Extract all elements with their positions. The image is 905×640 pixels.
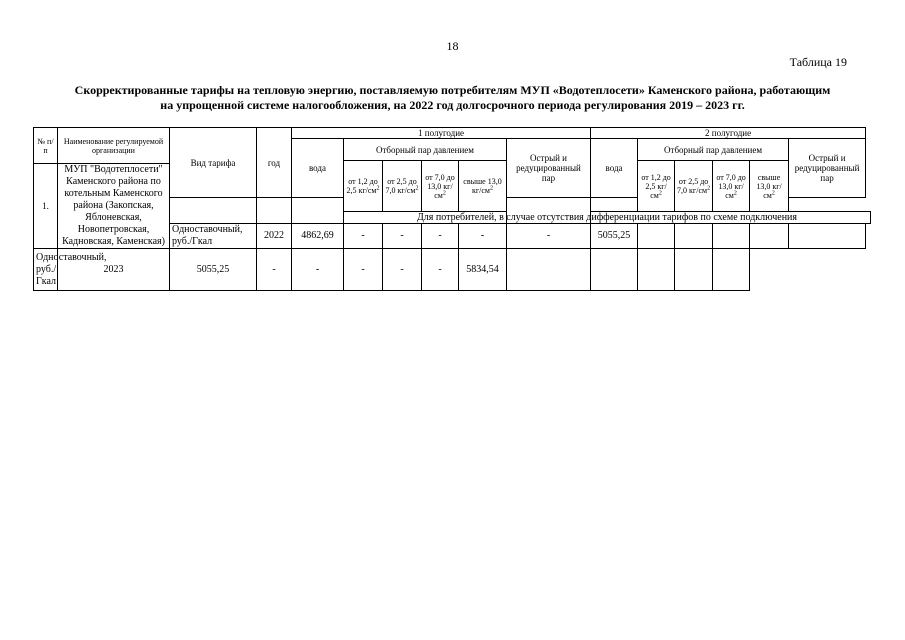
page-number: 18	[446, 39, 459, 53]
h1-pressure-2-cell: -	[292, 249, 344, 291]
row-number: 1.	[34, 164, 58, 249]
header-num: № п/п	[34, 128, 58, 164]
header-pressure-3-h1: от 7,0 до 13,0 $кг/см^2$	[422, 161, 459, 212]
header-water-h1: вода	[292, 139, 344, 198]
header-half-2: 2 полугодие	[591, 128, 866, 139]
header-pressure-2-h1: от 2,5 до 7,0 $кг/см^2$	[383, 161, 422, 212]
title-line-1: Скорректированные тарифы на тепловую энергию, поставляемую потребителям МУП «Водотеплосети» Каменского района, работающим	[74, 83, 831, 97]
header-pressure-2-h2: от 2,5 до 7,0 $кг/см^2$	[675, 161, 713, 212]
tariff-type-cell: Одноставочный, руб./Гкал	[170, 224, 257, 249]
year-cell: 2022	[257, 224, 292, 249]
h2-pressure-1-cell	[507, 249, 591, 291]
header-org: Наименование регулируемой организации	[58, 128, 170, 164]
h2-pressure-3-cell	[713, 224, 750, 249]
h2-pressure-3-cell	[638, 249, 675, 291]
h1-sharp-steam-cell: -	[507, 224, 591, 249]
h2-water-cell: 5834,54	[459, 249, 507, 291]
table-row	[34, 249, 871, 291]
h1-pressure-3-cell: -	[422, 224, 459, 249]
organization-name: МУП "Водотеплосети" Каменского района по котельным Каменского района (Закопская, Яблоневская, Новопетровская, Кадновская, Каменская)	[58, 164, 170, 249]
title-line-2: на упрощенной системе налогообложения, на 2022 год долгосрочного периода регулирования 2019 – 2023 гг.	[160, 98, 745, 112]
header-tariff-type: Вид тарифа	[170, 128, 257, 198]
h2-pressure-1-cell	[638, 224, 675, 249]
header-water-h2: вода	[591, 139, 638, 198]
header-sharp-steam-h1: Острый и редуцированный пар	[507, 139, 591, 198]
h2-sharp-steam-cell	[713, 249, 750, 291]
h1-water-cell: 4862,69	[292, 224, 344, 249]
h1-pressure-1-cell: -	[344, 224, 383, 249]
tariff-table	[33, 127, 871, 291]
tariff-type-cell: Одноставочный, руб./Гкал	[34, 249, 58, 291]
empty-cell	[292, 198, 344, 224]
h1-sharp-steam-cell: -	[422, 249, 459, 291]
h1-water-cell: 5055,25	[170, 249, 257, 291]
header-pressure-3-h2: от 7,0 до 13,0 $кг/см^2$	[713, 161, 750, 212]
h1-pressure-1-cell: -	[257, 249, 292, 291]
h2-pressure-2-cell	[591, 249, 638, 291]
year-cell: 2023	[58, 249, 170, 291]
header-sharp-steam-h2: Острый и редуцированный пар	[789, 139, 866, 198]
h2-sharp-steam-cell	[789, 224, 866, 249]
h1-pressure-3-cell: -	[344, 249, 383, 291]
empty-cell	[170, 198, 257, 224]
h1-pressure-4-cell: -	[459, 224, 507, 249]
table-label: Таблица 19	[789, 55, 847, 69]
header-year: год	[257, 128, 292, 198]
header-pressure-4-h2: свыше 13,0 $кг/см^2$	[750, 161, 789, 212]
header-pressure-1-h1: от 1,2 до 2,5 $кг/см^2$	[344, 161, 383, 212]
h2-pressure-4-cell	[675, 249, 713, 291]
header-steam-pressure-h2: Отборный пар давлением	[638, 139, 789, 161]
h2-pressure-4-cell	[750, 224, 789, 249]
document-title	[40, 83, 865, 113]
empty-cell	[257, 198, 292, 224]
header-half-1: 1 полугодие	[292, 128, 591, 139]
h2-pressure-2-cell	[675, 224, 713, 249]
h1-pressure-2-cell: -	[383, 224, 422, 249]
header-pressure-1-h2: от 1,2 до 2,5 $кг/см^2$	[638, 161, 675, 212]
h2-water-cell: 5055,25	[591, 224, 638, 249]
header-pressure-4-h1: свыше 13,0 $кг/см^2$	[459, 161, 507, 212]
header-steam-pressure-h1: Отборный пар давлением	[344, 139, 507, 161]
h1-pressure-4-cell: -	[383, 249, 422, 291]
consumer-note: Для потребителей, в случае отсутствия дифференциации тарифов по схеме подключения	[344, 212, 871, 224]
